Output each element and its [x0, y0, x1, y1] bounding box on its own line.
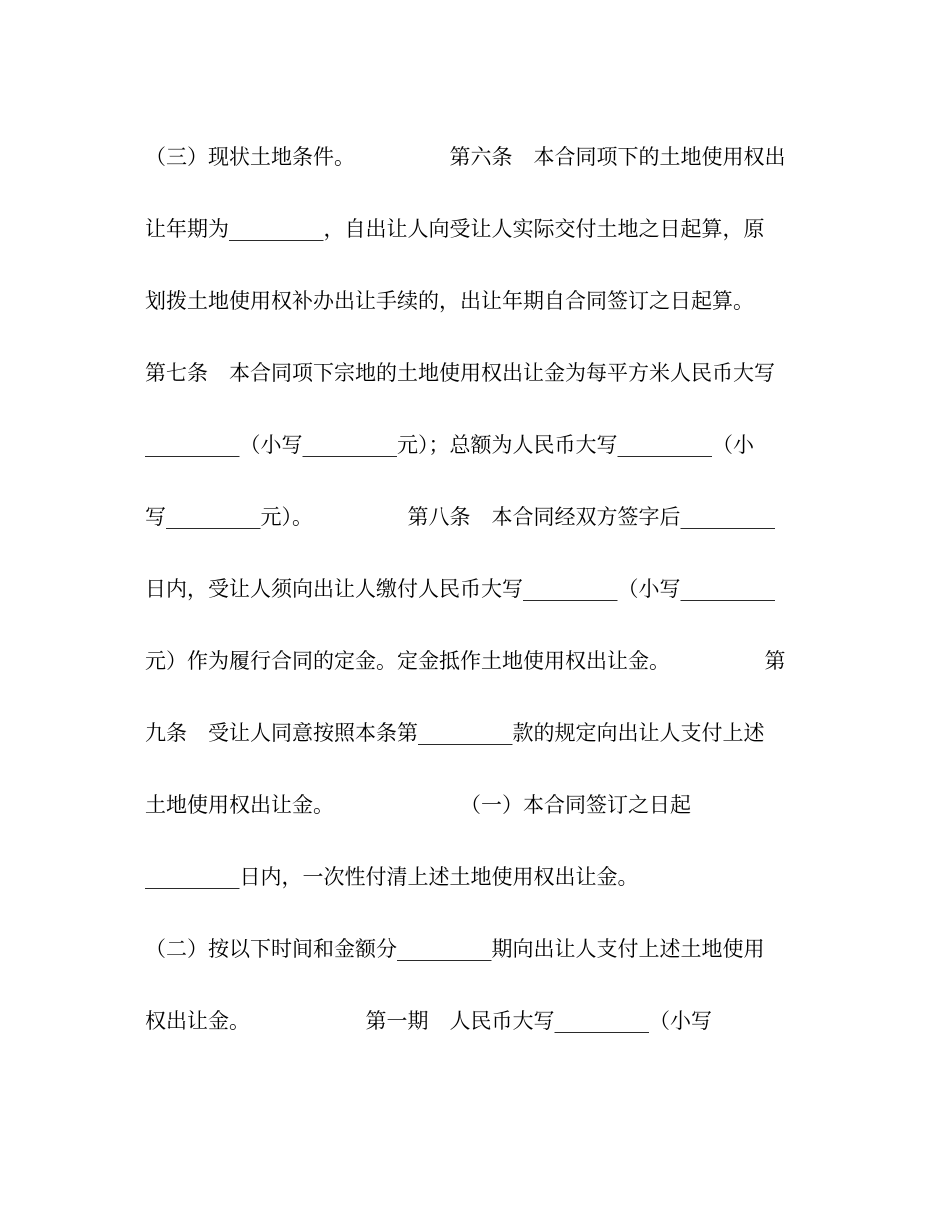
text-line: 权出让金。 第一期 人民币大写_________（小写 — [145, 1009, 712, 1033]
text-line: _________日内，一次性付清上述土地使用权出让金。 — [145, 865, 639, 889]
text-line: （三）现状土地条件。 第六条 本合同项下的土地使用权出 — [145, 145, 786, 169]
text-line: （二）按以下时间和金额分_________期向出让人支付上述土地使用 — [145, 937, 765, 961]
text-line: 写_________元）。 第八条 本合同经双方签字后_________ — [145, 505, 775, 529]
text-line: 让年期为_________，自出让人向受让人实际交付土地之日起算，原 — [145, 217, 765, 241]
text-line: 土地使用权出让金。 （一）本合同签订之日起 — [145, 793, 691, 817]
text-line: 日内，受让人须向出让人缴付人民币大写_________（小写_________ — [145, 577, 775, 601]
text-line: 九条 受让人同意按照本条第_________款的规定向出让人支付上述 — [145, 721, 765, 745]
text-line: _________（小写_________元）；总额为人民币大写_________（小 — [145, 433, 754, 457]
text-line: 元）作为履行合同的定金。定金抵作土地使用权出让金。 第 — [145, 649, 786, 673]
text-line: 第七条 本合同项下宗地的土地使用权出让金为每平方米人民币大写 — [145, 361, 775, 385]
text-line: 划拨土地使用权补办出让手续的，出让年期自合同签订之日起算。 — [145, 289, 754, 313]
